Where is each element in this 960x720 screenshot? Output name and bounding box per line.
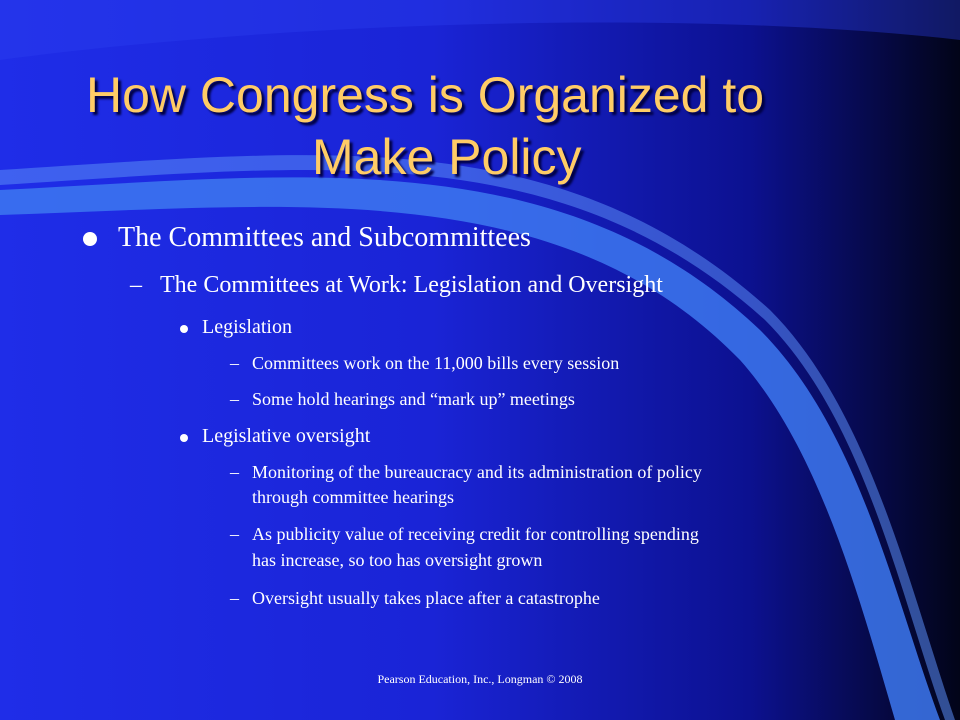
bullet-catastrophe: Oversight usually takes place after a catastrophe xyxy=(252,588,600,608)
dash-icon: – xyxy=(230,524,239,544)
bullet-legislative-oversight: Legislative oversight xyxy=(202,425,371,447)
top-sheen xyxy=(0,0,960,60)
bullet-monitoring-line-1: Monitoring of the bureaucracy and its administration of policy xyxy=(252,462,702,482)
bullet-publicity-line-2: has increase, so too has oversight grown xyxy=(252,550,543,570)
bullet-hearings: Some hold hearings and “mark up” meetings xyxy=(252,389,575,409)
bullet-committees-work: Committees work on the 11,000 bills every session xyxy=(252,353,620,373)
bullet-committees: The Committees and Subcommittees xyxy=(118,222,531,253)
slide-title-line-2: Make Policy xyxy=(312,129,582,185)
bullet-monitoring-line-2: through committee hearings xyxy=(252,487,454,507)
dash-icon: – xyxy=(230,389,239,409)
bullet-dot-icon xyxy=(83,232,97,246)
bullet-publicity-line-1: As publicity value of receiving credit for controlling spending xyxy=(252,524,699,544)
dash-icon: – xyxy=(230,353,239,373)
slide-title-line-1: How Congress is Organized to xyxy=(86,67,765,123)
bullet-committees-at-work: The Committees at Work: Legislation and Oversight xyxy=(160,272,663,298)
footer-copyright: Pearson Education, Inc., Longman © 2008 xyxy=(377,672,583,686)
dash-icon: – xyxy=(230,588,239,608)
dash-icon: – xyxy=(130,272,142,298)
bullet-legislation: Legislation xyxy=(202,316,292,338)
accent-curve xyxy=(0,177,940,720)
bullet-dot-icon xyxy=(180,434,188,442)
dash-icon: – xyxy=(230,462,239,482)
bullet-dot-icon xyxy=(180,325,188,333)
